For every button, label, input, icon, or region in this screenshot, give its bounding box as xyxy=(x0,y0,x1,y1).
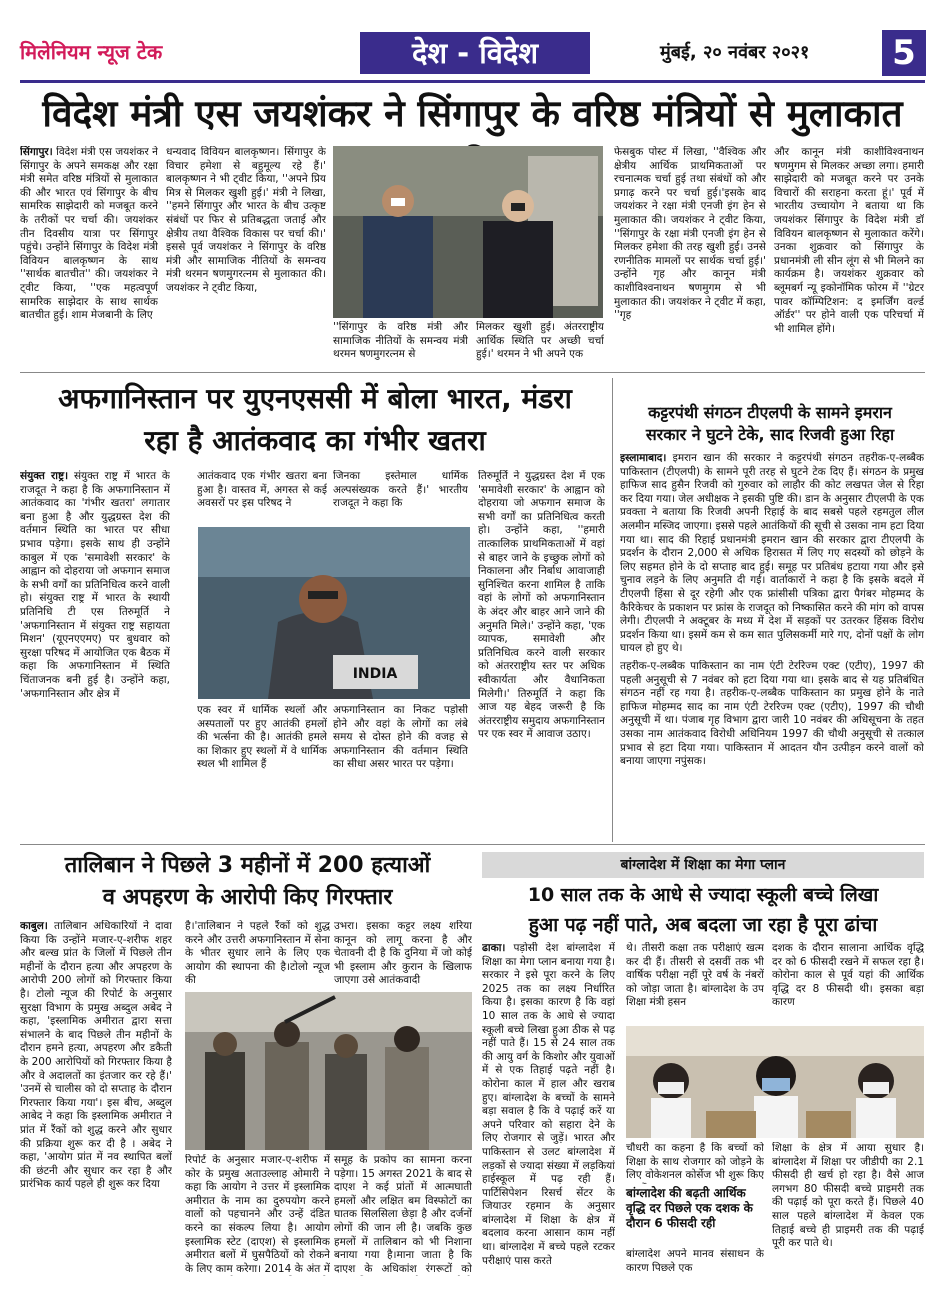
story4-col1 xyxy=(20,920,172,1275)
story3-body xyxy=(620,452,924,657)
story4-col3-top: उभरा। इसका कट्टर लक्ष्य शरिया कानून को लागू करना है और चेतावनी दी है कि दुनिया में जो कोई भी इस्लाम और कुरान के खिलाफ जाएगा उसे आतंकवादी xyxy=(334,920,472,987)
story5-col2-top: थे। तीसरी कक्षा तक परीक्षाएं खत्म कर दी हैं। तीसरी से दसवीं तक भी वार्षिक परीक्षा नहीं पूरे वर्ष के नंबरों को जोड़ा जाता है। बांग्लादेश के उप शिक्षा मंत्री हसन xyxy=(626,942,764,1009)
story2-col2-top: आतंकवाद एक गंभीर खतरा बना हुआ है। वास्तव में, अगस्त से कई अवसरों पर इस परिषद ने xyxy=(197,470,327,510)
story2-col4: तिरुमूर्ति ने युद्धग्रस्त देश में एक 'समावेशी सरकार' के आह्वान को दोहराया जो अफगान समाज के सभी वर्गों का प्रतिनिधित्व करती हो। उन्होंने कहा, ''हमारी तात्कालिक प्राथमिकताओं में वहां से बाहर जाने के इच्छुक लोगों को निकालना और निर्बाध आवाजाही सुनिश्चित करना शामिल है ताकि वहां के लोगों को अफगानिस्तान के अंदर और बाहर आने जाने की अनुमति मिले।' उन्होंने कहा, 'एक व्यापक, समावेशी और प्रतिनिधित्व करने वाली सरकार को अंतरराष्ट्रीय स्तर पर अधिक स्वीकार्यता और वैधानिकता मिलेगी।' तिरुमूर्ति ने कहा कि आज यह बेहद जरूरी है कि अंतरराष्ट्रीय समुदाय अफगानिस्तान पर एक स्वर में आवाज उठाए। xyxy=(478,470,605,741)
story5-col3-bottom: शिक्षा के क्षेत्र में आया सुधार है। बांग्लादेश में शिक्षा पर जीडीपी का 2.1 फीसदी ही खर्च हो रहा है। वैसे आज लगभग 80 फीसदी बच्चे प्राइमरी तक की पढ़ाई को पूरा करते हैं। पिछले 40 साल पहले बांग्लादेश में केवल एक तिहाई बच्चे ही प्राइमरी तक की पढ़ाई पूरी कर पाते थे। xyxy=(772,1142,924,1250)
story4-col2-bottom: रिपोर्ट के अनुसार मजार-ए-शरीफ में कोर के प्रमुख अताउल्लाह ओमारी ने कहा कि आयोग ने उत्तर में इस्लामिक अमीरात के नाम का दुरुपयोग करने वालों को पहचानने और उन्हें दंडित करने का संकल्प लिया है। आयोग इस्लामिक स्टेट (दाएश) से इस्लामिक अमीरात बलों में घुसपैठियों को रोकने के लिए काम करेगा। 2014 के अंत में xyxy=(185,1154,330,1275)
story1-photo xyxy=(333,146,603,318)
ministers-meeting-photo xyxy=(333,146,603,318)
story2-photo xyxy=(198,527,470,699)
schoolgirls-classroom-photo xyxy=(626,1026,924,1138)
un-envoy-photo xyxy=(198,527,470,699)
story5-headline-line2: हुआ पढ़ नहीं पाते, अब बदला जा रहा है पूरा ढांचा xyxy=(528,914,878,936)
story3-headline xyxy=(615,402,925,446)
brand-name: मिलेनियम न्यूज टेक xyxy=(20,40,163,64)
story2-col3-top: जिनका इस्तेमाल धार्मिक अल्पसंख्यक करते हैं।' भारतीय राजदूत ने कहा कि xyxy=(333,470,468,510)
story3-dateline: इस्लामाबाद। xyxy=(620,452,667,464)
column-divider xyxy=(612,378,613,842)
story1-dateline: सिंगापुर। xyxy=(20,146,53,158)
story1-col1-text: विदेश मंत्री एस जयशंकर ने सिंगापुर के अपने समकक्ष और रक्षा मंत्री समेत वरिष्ठ मंत्रियों से मुलाकात की और भारत एवं सिंगापुर के बीच सामरिक साझेदारी को मजबूत करने के तरीकों पर चर्चा की। जयशंकर तीन दिवसीय यात्रा पर सिंगापुर पहुंचे। उन्होंने सिंगापुर के विदेश मंत्री विवियन बालकृष्णन के साथ ''सार्थक बातचीत'' की। जयशंकर ने ट्वीट किया, ''एक महत्वपूर्ण सामरिक साझेदार के साथ सार्थक बातचीत हुई। शाम मेजबानी के लिए xyxy=(20,146,158,322)
taliban-fighters-photo xyxy=(185,992,472,1150)
story2-col1-text: संयुक्त राष्ट्र में भारत के राजदूत ने कहा है कि अफगानिस्तान में आतंकवाद का 'गंभीर खतरा' लगातार बना हुआ है और युद्धग्रस्त देश की वर्तमान स्थिति का भारत पर सीधा प्रभाव पड़ेगा। इसके साथ ही उन्होंने काबुल में एक 'समावेशी सरकार' के आह्वान को दोहराया जो अफगान समाज के सभी वर्गों का प्रतिनिधित्व करने वाली हो। संयुक्त राष्ट्र में भारत के स्थायी प्रतिनिधि टी एस तिरुमूर्ति ने 'अफगानिस्तान में संयुक्त राष्ट्र सहायता मिशन' (यूएनएएमए) पर बुधवार को सुरक्षा परिषद में आयोजित एक बैठक में कहा कि अफगानिस्तान में स्थिति चिंताजनक बनी हुई है। उन्होंने कहा, 'अफगानिस्तान और क्षेत्र में xyxy=(20,470,170,700)
story3-body-text: इमरान खान की सरकार ने कट्टरपंथी संगठन तहरीक-ए-लब्बैक पाकिस्तान (टीएलपी) के सामने पूरी तरह से घुटने टेक दिए हैं। संगठन के प्रमुख हाफिज साद हुसैन रिजवी को गुरुवार को लाहौर की कोट लखपत जेल से रिहा कर दिया गया। जेल अधीक्षक ने इसकी पुष्टि की। डान के अनुसार टीएलपी के एक प्रवक्ता ने बताया कि रिजवी अपनी रिहाई के बाद सबसे पहले रहमतुल लील अलमीन मस्जिद जाएगा। इससे पहले आतंकियों की सूची से उसका नाम हटा दिया गया था। साद की रिहाई प्रधानमंत्री इमरान खान की सरकार द्वारा टीएलपी के प्रदर्शन के दौरान 2,000 से अधिक हिरासत में लिए गए सदस्यों को छोड़ने के लिए सहमत होने के दो सप्ताह बाद हुई। समूह पर प्रतिबंध हटाया गया और इसे चुनाव लड़ने के लिए अनुमति दी गई। वार्ताकारों ने कहा है कि इसके बदले में टीएलपी हिंसा से दूर रहेगी और एक फ्रांसीसी पत्रिका द्वारा पैगंबर मोहम्मद के कैरिकेचर के प्रकाशन पर फ्रांस के राजदूत को निष्कासित करने की मांग को वापस लेगी। टीएलपी ने अक्टूबर के मध्य में देश में सड़कों पर उतरकर हिंसक विरोध प्रदर्शन किया था। इसमें कम से कम सात पुलिसकर्मी मारे गए, दोनों पक्षों के लोग घायल हो हुए थे। xyxy=(620,452,924,655)
story5-col2-bottom: चौधरी का कहना है कि बच्चों को शिक्षा के साथ रोजगार को जोड़ने के लिए वोकेशनल कोर्सेज भी शुरू किए xyxy=(626,1142,764,1182)
masthead-rule xyxy=(20,80,925,83)
story3-body2: तहरीक-ए-लब्बैक पाकिस्तान का नाम एंटी टेररिज्म एक्ट (एटीए), 1997 की पहली अनुसूची से 7 नवंबर को हटा दिया गया था। इसके बाद से यह प्रतिबंधित संगठन नहीं रह गया है। तहरीक-ए-लब्बैक पाकिस्तान का प्रमुख होने के नाते हाफिज मोहम्मद साद का नाम एंटी टेररिज्म एक्ट (एटीए), 1997 की चौथी अनुसूची में था। पंजाब गृह विभाग द्वारा जारी 10 नवंबर की अधिसूचना के तहत उसका नाम आतंकवाद विरोधी अधिनियम 1997 की चौथी अनुसूची से तत्काल प्रभाव से हटा दिया गया। पाकिस्तान में आदतन यौन उत्पीड़न करने वालों को बनाया जाएगा नपुंसक। xyxy=(620,660,924,768)
story4-headline-line2: व अपहरण के आरोपी किए गिरफ्तार xyxy=(102,885,393,910)
page-number: 5 xyxy=(882,30,926,76)
story1-caption2: मिलकर खुशी हुई। अंतरराष्ट्रीय आर्थिक स्थिति पर अच्छी चर्चा हुई।' थरमन ने भी अपने एक xyxy=(476,321,604,361)
story4-photo xyxy=(185,992,472,1150)
story5-headline-line1: 10 साल तक के आधे से ज्यादा स्कूली बच्चे लिखा xyxy=(527,884,879,906)
story5-headline xyxy=(482,880,924,940)
story5-photo xyxy=(626,1026,924,1138)
story2-headline-line1: अफगानिस्तान पर युएनएससी में बोला भारत, मंडरा xyxy=(58,382,572,415)
story5-col1 xyxy=(482,942,615,1276)
story2-col1 xyxy=(20,470,170,840)
story2-dateline: संयुक्त राष्ट्र। xyxy=(20,470,69,482)
story1-caption: ''सिंगापुर के वरिष्ठ मंत्री और सामाजिक नीतियों के समन्वय मंत्री थरमन षणमुगरत्नम से xyxy=(333,321,468,361)
story2-col2-bottom: एक स्वर में धार्मिक स्थलों और अस्पतालों पर हुए आतंकी हमलों की भर्त्सना की है। आतंकी हमले का शिकार हुए स्थलों में वे धार्मिक स्थल भी शामिल हैं xyxy=(197,704,327,771)
story4-headline xyxy=(20,850,475,914)
section-title: देश - विदेश xyxy=(360,32,590,74)
story4-headline-line1: तालिबान ने पिछले 3 महीनों में 200 हत्याओं xyxy=(64,853,431,878)
story1-col1 xyxy=(20,146,158,368)
story5-col1-text: पड़ोसी देश बांग्लादेश में शिक्षा का मेगा प्लान बनाया गया है। सरकार ने इसे पूरा करने के लिए 2025 तक का लक्ष्य निर्धारित किया है। इसका कारण है कि वहां 10 साल तक के आधे से ज्यादा स्कूली बच्चे लिखा हुआ ठीक से पढ़ नहीं पाते हैं। 15 से 24 साल तक की आयु वर्ग के किशोर और युवाओं में से एक तिहाई पढ़ते नहीं है। कोरोना काल में हाल और खराब हुए। बांग्लादेश के बच्चों के सामने बड़ा सवाल है कि वे पढ़ाई करें या अपने परिवार को सहारा देने के लिए रोजगार से जुड़ें। भारत और पाकिस्तान से उलट बांग्लादेश में लड़कों से ज्यादा संख्या में लड़कियां हाईस्कूल में पढ़ रही हैं। पार्टिसिपेशन रिसर्च सेंटर के जियाउर रहमान के अनुसार बांग्लादेश में शिक्षा के क्षेत्र में बदलाव करना आसान काम नहीं था। बांग्लादेश में बच्चे पहले रटकर परीक्षाएं पास करते xyxy=(482,942,615,1267)
story1-col2: धन्यवाद विवियन बालकृष्णन। सिंगापुर के विचार हमेशा से बहुमूल्य रहे हैं।' बालकृष्णन ने भी ट्वीट किया, ''अपने प्रिय मित्र से मिलकर खुशी हुई।' मंत्री ने लिखा, ''हमने सिंगापुर और भारत के बीच उत्कृष्ट संबंधों पर फिर से प्रतिबद्धता जताई और क्षेत्रीय तथा वैश्विक विकास पर चर्चा की।' इससे पूर्व जयशंकर ने सिंगापुर के वरिष्ठ मंत्री और सामाजिक नीतियों के समन्वय मंत्री थरमन षणमुगरत्नम से मुलाकात की। जयशंकर ने ट्वीट किया, xyxy=(166,146,326,294)
story4-col2-top: है।'तालिबान ने पहले रैंकों को शुद्ध करने और उत्तरी अफगानिस्तान में सेना के भीतर सुधार लाने के लिए एक आयोग की स्थापना की है।टोलो न्यूज की xyxy=(185,920,330,987)
story5-subhead: बांग्लादेश की बढ़ती आर्थिक वृद्धि दर पिछले एक दशक के दौरान 6 फीसदी रही xyxy=(626,1186,753,1230)
story5-dateline: ढाका। xyxy=(482,942,506,954)
story3-headline-line2: सरकार ने घुटने टेके, साद रिजवी हुआ रिहा xyxy=(645,425,895,444)
story2-headline-line2: रहा है आतंकवाद का गंभीर खतरा xyxy=(144,424,486,457)
story5-col2-tail: बांग्लादेश अपने मानव संसाधन के कारण पिछले एक xyxy=(626,1248,764,1274)
story4-col1-text: तालिबान अधिकारियों ने दावा किया कि उन्होंने मजार-ए-शरीफ शहर और बल्ख प्रांत के जिलों में पिछले तीन महीनों के दौरान हत्या और अपहरण के आरोपी 200 लोगों को गिरफ्तार किया है। टोलो न्यूज की रिपोर्ट के अनुसार सुरक्षा विभाग के प्रमुख अब्दुल अबेद ने कहा, 'इस्लामिक अमीरात द्वारा सत्ता संभालने के बाद पिछले तीन महीनों के दौरान हमने हत्या, अपहरण और डकैती के 200 आरोपियों को गिरफ्तार किया है और वे अदालतों का इंतजार कर रहे हैं।' 'उनमें से चालीस को दो सप्ताह के दौरान गिरफ्तार किया गया'। इस बीच, अब्दुल आबेद ने कहा कि इस्लामिक अमीरात ने प्रांत में रैंकों को शुद्ध करने और सुधार की प्रक्रिया शुरू कर दी है । अबेद ने कहा, 'आयोग प्रांत में नव स्थापित बलों की छंटनी और सुधार कर रहा है और प्रारंभिक कार्य पहले ही शुरू कर दिया xyxy=(20,920,172,1191)
story5-kicker: बांग्लादेश में शिक्षा का मेगा प्लान xyxy=(482,852,924,878)
story3-headline-line1: कट्टरपंथी संगठन टीएलपी के सामने इमरान xyxy=(648,403,892,422)
issue-date: मुंबई, २० नवंबर २०२१ xyxy=(660,42,810,63)
story1-col4: और कानून मंत्री काशीविश्वनाथन षणमुगम से मिलकर अच्छा लगा। हमारी साझेदारी को मजबूत करने पर उनके विचारों की सराहना करता हूं।' पूर्व में भारतीय उच्चायोग ने बताया था कि जयशंकर सिंगापुर के विदेश मंत्री डॉ विवियन बालकृष्णन से मुलाकात करेंगे। उनका शुक्रवार को सिंगापुर के प्रधानमंत्री ली सीन लूंग से भी मिलने का कार्यक्रम है। जयशंकर शुक्रवार को ब्लूमबर्ग न्यू इकोनॉमिक फोरम में ''ग्रेटर पावर कॉम्पिटिशन: द इमर्जिंग वर्ल्ड ऑर्डर'' पर होने वाली एक परिचर्चा में भी शामिल होंगे। xyxy=(774,146,924,335)
story1-col3: फेसबुक पोस्ट में लिखा, ''वैश्विक और क्षेत्रीय आर्थिक प्राथमिकताओं पर रचनात्मक चर्चा हुई तथा संबंधों को और प्रगाढ़ करने पर चर्चा हुई।'इसके बाद जयशंकर ने रक्षा मंत्री एनजी इंग हेन से मुलाकात की। जयशंकर ने ट्वीट किया, ''सिंगापुर के रक्षा मंत्री एनजी इंग हेन से मिलकर हमेशा की तरह खुशी हुई। उनसे रणनीतिक मामलों पर सार्थक चर्चा हुई।' उन्होंने गृह और कानून मंत्री काशीविश्वनाथन षणमुगम से भी मुलाकात की। जयशंकर ने ट्वीट में कहा, ''गृह xyxy=(614,146,766,322)
story4-col3-bottom: समूह के प्रकोप का सामना करना पड़ेगा। 15 अगस्त 2021 के बाद से दाएश ने कई प्रांतों में आत्मघाती हमलों और लक्षित बम विस्फोटों का घातक सिलसिला छेड़ा है और दर्जनों लोगों की जान ली है। जबकि कुछ हमलों में तालिबान को भी निशाना बनाया गया है।माना जाता है कि दाएश के अधिकांश रंगरूटों को xyxy=(334,1154,472,1275)
story1-headline: विदेश मंत्री एस जयशंकर ने सिंगापुर के वरिष्ठ मंत्रियों से मुलाकात xyxy=(42,92,903,135)
story5-col3-top: दशक के दौरान सालाना आर्थिक वृद्धि दर को 6 फीसदी रखने में सफल रहा है। कोरोना काल से पूर्व यहां की आर्थिक वृद्धि दर 8 फीसदी थी। इसका बड़ा कारण xyxy=(772,942,924,1009)
masthead xyxy=(20,30,925,78)
story2-headline xyxy=(20,378,610,462)
divider xyxy=(20,844,925,845)
india-nameplate-label: INDIA xyxy=(352,666,398,682)
story4-dateline: काबुल। xyxy=(20,920,48,932)
story2-col3-bottom: अफगानिस्तान का निकट पड़ोसी होने और वहां के लोगों का लंबे समय से दोस्त होने की वजह से अफगानिस्तान की वर्तमान स्थिति का सीधा असर भारत पर पड़ेगा। xyxy=(333,704,468,771)
divider xyxy=(20,372,925,373)
